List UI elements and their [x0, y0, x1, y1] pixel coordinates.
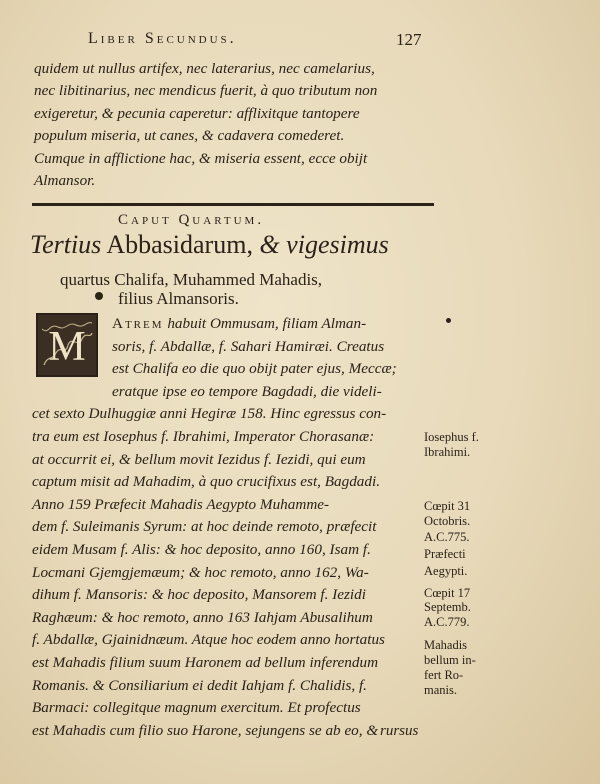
text-line: Almansor.	[34, 172, 96, 190]
margin-note: Iosephus f.	[424, 430, 479, 444]
text-line: Cumque in afflictione hac, & miseria essent, ecce obijt	[34, 149, 368, 167]
chapter-title-line-3: filius Almansoris.	[118, 289, 239, 308]
text-line: dihum f. Mansoris: & hoc deposito, Mansorem f. Iezidi	[32, 586, 366, 604]
running-head: Liber Secundus.	[88, 30, 237, 47]
text-line: est Mahadis cum filio suo Harone, sejungens se ab eo, &	[32, 721, 379, 739]
ink-dot-icon	[446, 318, 451, 323]
text-line: exigeretur, & pecunia caperetur: afflixitque tantopere	[34, 104, 360, 122]
previous-chapter-text	[34, 58, 444, 192]
ink-dot-icon	[95, 292, 103, 300]
margin-note: manis.	[424, 683, 457, 697]
margin-note: Cœpit 17	[424, 586, 471, 600]
text-line: tra eum est Iosephus f. Ibrahimi, Imperator Chorasanæ:	[32, 427, 375, 445]
margin-note: Aegypti.	[424, 564, 468, 578]
margin-note: bellum in-	[424, 653, 476, 667]
catchword: rursus	[380, 723, 419, 739]
margin-note: Ibrahimi.	[424, 445, 471, 459]
chapter-heading: Caput Quartum.	[118, 212, 265, 228]
margin-note: Præfecti	[424, 547, 466, 561]
text-line: f. Abdallæ, Gjainidnæum. Atque hoc eodem anno hortatus	[32, 631, 385, 649]
text-line: populum miseria, ut canes, & cadavera comederet.	[34, 127, 345, 145]
text-line: cet sexto Dulhuggiæ anni Hegiræ 158. Hinc egressus con-	[32, 405, 387, 423]
page-number: 127	[396, 30, 422, 49]
margin-note: Septemb.	[424, 600, 471, 614]
text-line: at occurrit ei, & bellum movit Iezidus f. Iezidi, qui eum	[32, 450, 366, 468]
text-line: est Mahadis filium suum Haronem ad bellum inferendum	[32, 653, 379, 671]
text-line: quidem ut nullus artifex, nec laterarius, nec camelarius,	[34, 60, 375, 77]
chapter-title-line-1	[30, 230, 389, 260]
chapter-body	[32, 313, 437, 742]
text-line: Romanis. & Consiliarium ei dedit Iahjam f. Chalidis, f.	[32, 676, 367, 694]
text-line: Barmaci: collegitque magnum exercitum. Et profectus	[32, 699, 361, 717]
opening-word: Atrem	[112, 315, 164, 332]
line-text: habuit Ommusam, filiam Alman-	[163, 315, 367, 332]
chapter-title-line-2: quartus Chalifa, Muhammed Mahadis,	[60, 270, 323, 289]
margin-note: Octobris.	[424, 514, 471, 528]
initial-glyph: M	[48, 324, 86, 370]
text-line: Raghæum: & hoc remoto, anno 163 Iahjam Abusalihum	[32, 608, 373, 626]
margin-note: Cœpit 31	[424, 499, 471, 513]
text-line: eratque ipse eo tempore Bagdadi, die videli-	[112, 382, 382, 400]
margin-note: fert Ro-	[424, 668, 464, 682]
text-line: Anno 159 Præfecit Mahadis Aegypto Muhamme-	[32, 495, 330, 513]
text-line: nec libitinarius, nec mendicus fuerit, à quo tributum non	[34, 82, 378, 100]
text-line: soris, f. Abdallæ, f. Sahari Hamiræi. Creatus	[112, 337, 385, 355]
text-line: captum misit ad Mahadim, à quo crucifixus est, Bagdadi.	[32, 473, 381, 491]
margin-note: A.C.775.	[424, 530, 470, 544]
section-rule	[32, 203, 434, 206]
decorated-initial-letter	[38, 315, 96, 375]
title-word-italic: Tertius	[30, 230, 102, 259]
title-word-roman: Abbasidarum,	[101, 230, 260, 259]
text-line: Locmani Gjemgjemæum; & hoc remoto, anno 162, Wa-	[32, 563, 369, 581]
title-word-italic: & vigesimus	[259, 230, 389, 259]
text-line: est Chalifa eo die quo obijt pater ejus, Meccæ;	[112, 360, 397, 378]
margin-note: Mahadis	[424, 638, 468, 652]
text-line: eidem Musam f. Alis: & hoc deposito, anno 160, Isam f.	[32, 540, 371, 558]
margin-note: A.C.779.	[424, 615, 470, 629]
text-line: dem f. Suleimanis Syrum: at hoc deinde remoto, præfecit	[32, 518, 377, 536]
decorated-initial	[36, 313, 98, 377]
